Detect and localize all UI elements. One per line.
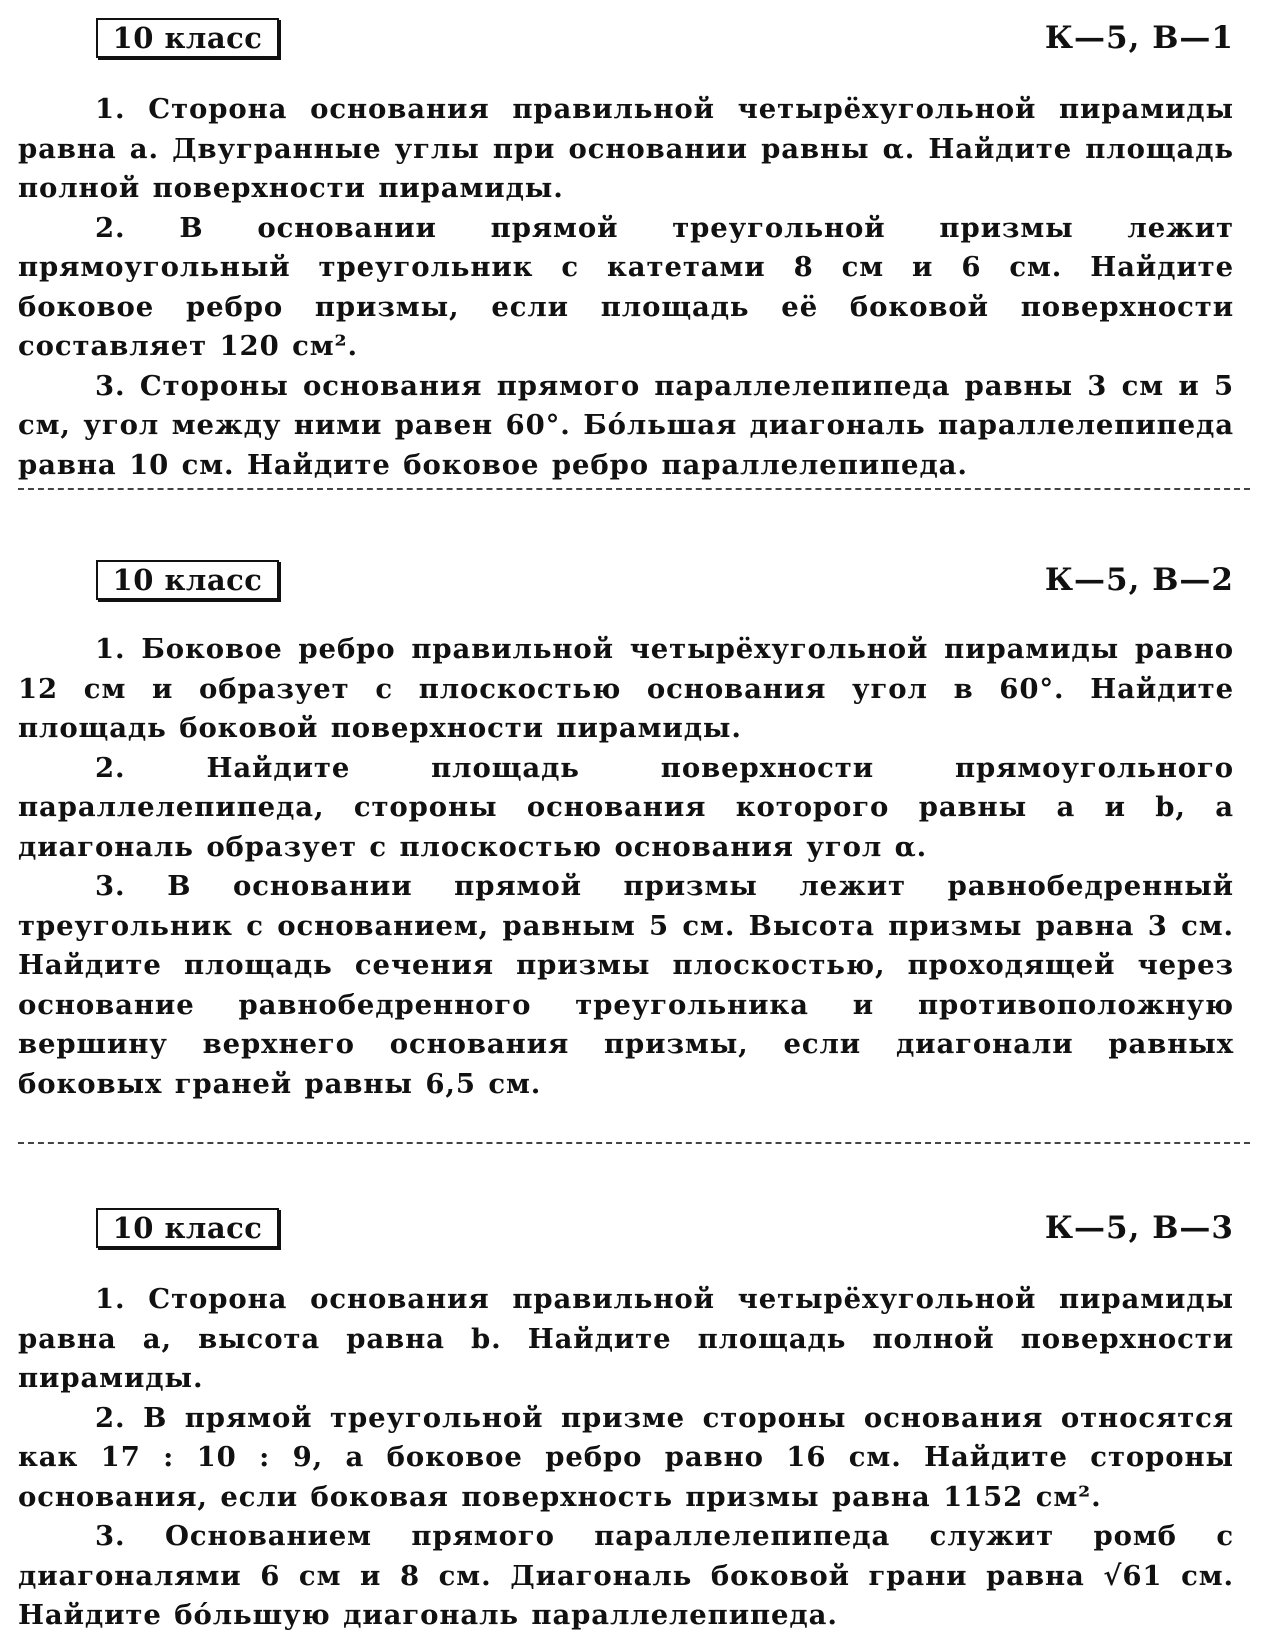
problem-2 bbox=[18, 749, 1234, 868]
problem-number: 2. bbox=[95, 211, 126, 244]
problem-text: Сторона основания правильной четырёхугольной пирамиды равна a, высота равна b. Найдите площадь полной поверхности пирамиды. bbox=[18, 1283, 1234, 1394]
variant-code: К—5, В—1 bbox=[1044, 20, 1234, 56]
problem-text: Сторона основания правильной четырёхугольной пирамиды равна a. Двугранные углы при основании равны α. Найдите площадь полной поверхности пирамиды. bbox=[18, 93, 1234, 204]
variant-code: К—5, В—3 bbox=[1044, 1210, 1234, 1246]
variant-header bbox=[18, 18, 1250, 66]
problem-2 bbox=[18, 209, 1234, 367]
variant-header bbox=[18, 560, 1250, 608]
problem-text: Стороны основания прямого параллелепипеда равны 3 см и 5 см, угол между ними равен 60°. Бо́льшая диагональ параллелепипеда равна 10 см. Найдите боковое ребро параллелепипеда. bbox=[18, 369, 1234, 481]
problem-number: 3. bbox=[95, 870, 126, 902]
problem-1 bbox=[18, 1280, 1234, 1399]
variant-header bbox=[18, 1208, 1250, 1256]
problem-list bbox=[18, 90, 1234, 485]
problem-1 bbox=[18, 90, 1234, 209]
problem-list bbox=[18, 1280, 1234, 1636]
cut-line bbox=[18, 488, 1250, 490]
grade-label: 10 класс bbox=[96, 1208, 279, 1248]
grade-label: 10 класс bbox=[96, 18, 279, 58]
problem-3 bbox=[18, 367, 1234, 486]
problem-2 bbox=[18, 1399, 1234, 1518]
problem-text: В основании прямой треугольной призмы лежит прямоугольный треугольник с катетами 8 см и 6 см. Найдите боковое ребро призмы, если площадь её боковой поверхности составляет 120 см². bbox=[18, 211, 1234, 362]
problem-list bbox=[18, 630, 1234, 1104]
problem-number: 3. bbox=[95, 369, 126, 402]
problem-number: 1. bbox=[95, 633, 126, 665]
grade-label: 10 класс bbox=[96, 560, 279, 600]
problem-number: 1. bbox=[95, 93, 126, 125]
problem-1 bbox=[18, 630, 1234, 749]
problem-text: В основании прямой призмы лежит равнобедренный треугольник с основанием, равным 5 см. Высота призмы равна 3 см. Найдите площадь сечения призмы плоскостью, проходящей через основание равнобедренного треугольника и противоположную вершину верхнего основания призмы, если диагонали равных боковых граней равны 6,5 см. bbox=[18, 870, 1234, 1100]
variant-code: К—5, В—2 bbox=[1044, 562, 1234, 598]
problem-3 bbox=[18, 867, 1234, 1104]
problem-text: В прямой треугольной призме стороны основания относятся как 17 : 10 : 9, а боковое ребро равно 16 см. Найдите стороны основания, если боковая поверхность призмы равна 1152 см². bbox=[18, 1401, 1234, 1513]
problem-number: 3. bbox=[95, 1520, 126, 1552]
problem-3 bbox=[18, 1517, 1234, 1636]
problem-text: Найдите площадь поверхности прямоугольного параллелепипеда, стороны основания которого равны a и b, а диагональ образует с плоскостью основания угол α. bbox=[18, 751, 1234, 863]
problem-text: Основанием прямого параллелепипеда служит ромб с диагоналями 6 см и 8 см. Диагональ боковой грани равна √61 см. Найдите бо́льшую диагональ параллелепипеда. bbox=[18, 1520, 1234, 1631]
problem-number: 2. bbox=[95, 1401, 126, 1434]
problem-text: Боковое ребро правильной четырёхугольной пирамиды равно 12 см и образует с плоскостью основания угол в 60°. Найдите площадь боковой поверхности пирамиды. bbox=[18, 633, 1235, 744]
problem-number: 1. bbox=[95, 1283, 126, 1315]
cut-line bbox=[18, 1142, 1250, 1144]
problem-number: 2. bbox=[95, 751, 126, 784]
